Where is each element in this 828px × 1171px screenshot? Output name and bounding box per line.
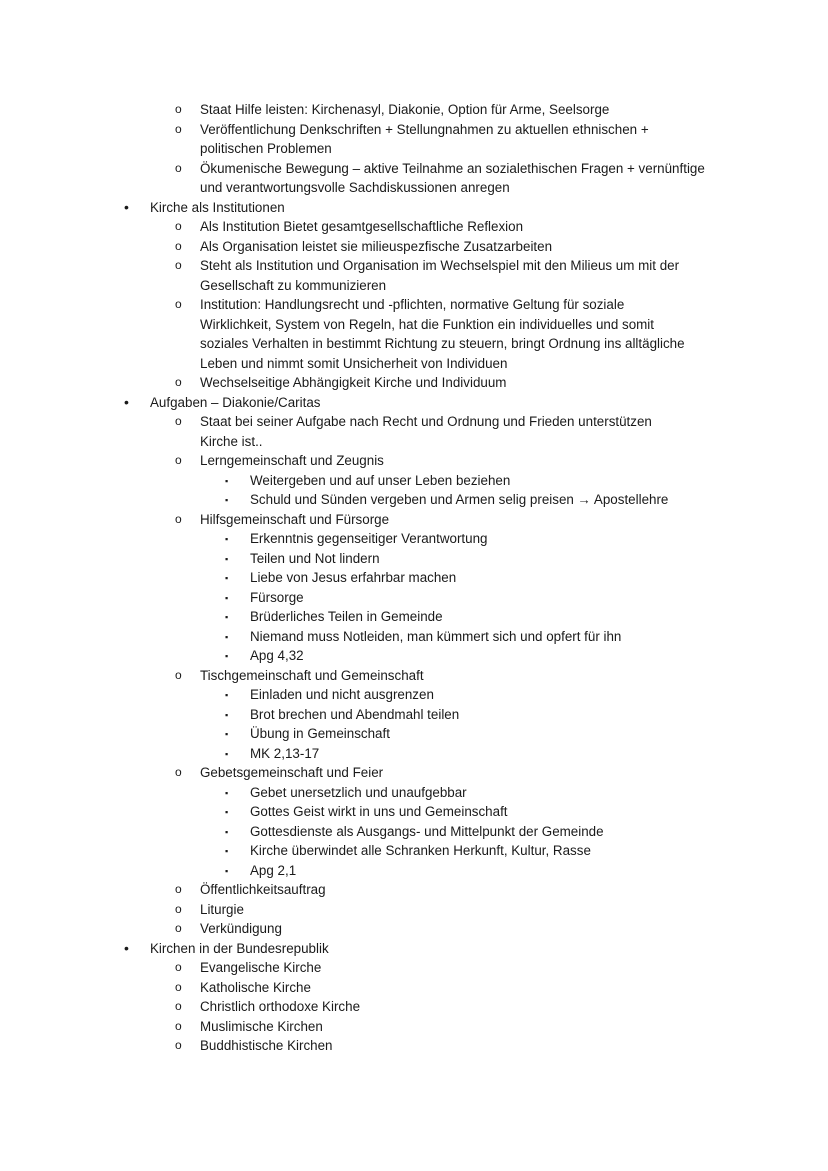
list-item: o Staat Hilfe leisten: Kirchenasyl, Diakonie, Option für Arme, Seelsorge [0, 100, 828, 120]
list-item-continuation: soziales Verhalten in bestimmt Richtung zu steuern, bringt Ordnung ins alltägliche [200, 336, 685, 351]
list-item: o Christlich orthodoxe Kirche [0, 997, 828, 1017]
list-item: o Staat bei seiner Aufgabe nach Recht und Ordnung und Frieden unterstützen [0, 412, 828, 432]
circle-bullet-icon: o [175, 999, 182, 1013]
list-item: o Muslimische Kirchen [0, 1017, 828, 1037]
square-bullet-icon: ▪ [225, 807, 229, 817]
circle-bullet-icon: o [175, 882, 182, 896]
sub-list-item: ▪ Gottes Geist wirkt in uns und Gemeinschaft [0, 802, 828, 822]
square-bullet-icon: ▪ [225, 709, 229, 720]
list-item: o Ökumenische Bewegung – aktive Teilnahme an sozialethischen Fragen + vernünftige [0, 159, 828, 179]
sub-list-item: ▪ Gottesdienste als Ausgangs- und Mittelpunkt der Gemeinde [0, 822, 828, 842]
square-bullet-icon: ▪ [225, 690, 229, 700]
list-item: o Evangelische Kirche [0, 958, 828, 978]
circle-bullet-icon: o [175, 414, 182, 428]
list-item-continuation: politischen Problemen [200, 141, 332, 156]
sub-list-item: ▪ Fürsorge [0, 588, 828, 608]
list-item: o Steht als Institution und Organisation im Wechselspiel mit den Milieus um mit der [0, 256, 828, 276]
square-bullet-icon: ▪ [225, 729, 229, 739]
sub-list-item: ▪ Weitergeben und auf unser Leben beziehen [0, 471, 828, 491]
list-item: o Lerngemeinschaft und Zeugnis [0, 451, 828, 471]
sub-list-item: ▪ Brüderliches Teilen in Gemeinde [0, 607, 828, 627]
circle-bullet-icon: o [175, 921, 182, 935]
circle-bullet-icon: o [175, 511, 182, 526]
circle-bullet-icon: o [175, 102, 182, 116]
sub-list-item: ▪ Erkenntnis gegenseitiger Verantwortung [0, 529, 828, 549]
list-item-continuation: Kirche ist.. [200, 433, 263, 449]
circle-bullet-icon: o [175, 160, 182, 175]
bullet-icon: • [124, 198, 129, 215]
square-bullet-icon: ▪ [225, 631, 229, 642]
circle-bullet-icon: o [175, 121, 182, 136]
square-bullet-icon: ▪ [225, 553, 229, 564]
square-bullet-icon: ▪ [225, 651, 229, 661]
bullet-icon: • [124, 393, 129, 410]
circle-bullet-icon: o [175, 765, 182, 779]
circle-bullet-icon: o [175, 667, 182, 682]
square-bullet-icon: ▪ [225, 475, 229, 486]
list-item: o Buddhistische Kirchen [0, 1036, 828, 1056]
circle-bullet-icon: o [175, 453, 182, 467]
list-item-continuation: Wirklichkeit, System von Regeln, hat die Funktion ein individuelles und somit [200, 316, 655, 332]
square-bullet-icon: ▪ [225, 748, 229, 759]
square-bullet-icon: ▪ [225, 495, 229, 505]
sub-list-item: ▪ Apg 4,32 [0, 646, 828, 666]
sub-list-item: ▪ Schuld und Sünden vergeben und Armen selig preisen → Apostellehre [0, 490, 828, 510]
section-heading: • Kirche als Institutionen [0, 198, 828, 218]
square-bullet-icon: ▪ [225, 865, 229, 876]
square-bullet-icon: ▪ [225, 787, 229, 798]
sub-list-item: ▪ Kirche überwindet alle Schranken Herkunft, Kultur, Rasse [0, 841, 828, 861]
sub-list-item: ▪ Einladen und nicht ausgrenzen [0, 685, 828, 705]
circle-bullet-icon: o [175, 238, 182, 253]
list-item: o Verkündigung [0, 919, 828, 939]
list-item: o Hilfsgemeinschaft und Fürsorge [0, 510, 828, 530]
circle-bullet-icon: o [175, 1038, 182, 1052]
square-bullet-icon: ▪ [225, 534, 229, 544]
circle-bullet-icon: o [175, 219, 182, 233]
list-item: o Katholische Kirche [0, 978, 828, 998]
list-item: o Als Institution Bietet gesamtgesellschaftliche Reflexion [0, 217, 828, 237]
list-item: o Tischgemeinschaft und Gemeinschaft [0, 666, 828, 686]
circle-bullet-icon: o [175, 979, 182, 994]
document-page [0, 100, 828, 1056]
circle-bullet-icon: o [175, 901, 182, 916]
list-item: o Als Organisation leistet sie milieuspezfische Zusatzarbeiten [0, 237, 828, 257]
sub-list-item: ▪ Gebet unersetzlich und unaufgebbar [0, 783, 828, 803]
section-heading: • Kirchen in der Bundesrepublik [0, 939, 828, 959]
list-item: o Öffentlichkeitsauftrag [0, 880, 828, 900]
list-item-continuation: Gesellschaft zu kommunizieren [200, 277, 387, 293]
sub-list-item: ▪ Brot brechen und Abendmahl teilen [0, 705, 828, 725]
circle-bullet-icon: o [175, 960, 182, 974]
sub-list-item: ▪ Niemand muss Notleiden, man kümmert sich und opfert für ihn [0, 627, 828, 647]
circle-bullet-icon: o [175, 1018, 182, 1033]
section-heading: • Aufgaben – Diakonie/Caritas [0, 393, 828, 413]
square-bullet-icon: ▪ [225, 592, 229, 603]
square-bullet-icon: ▪ [225, 846, 229, 856]
list-item: o Veröffentlichung Denkschriften + Stellungnahmen zu aktuellen ethnischen + [0, 120, 828, 140]
circle-bullet-icon: o [175, 375, 182, 389]
circle-bullet-icon: o [175, 258, 182, 272]
square-bullet-icon: ▪ [225, 612, 229, 622]
sub-list-item: ▪ Apg 2,1 [0, 861, 828, 881]
sub-list-item: ▪ Teilen und Not lindern [0, 549, 828, 569]
square-bullet-icon: ▪ [225, 573, 229, 583]
circle-bullet-icon: o [175, 297, 182, 311]
list-item-continuation: und verantwortungsvolle Sachdiskussionen anregen [200, 180, 510, 195]
list-item-continuation: Leben und nimmt somit Unsicherheit von Individuen [200, 355, 508, 371]
list-item: o Wechselseitige Abhängigkeit Kirche und Individuum [0, 373, 828, 393]
sub-list-item: ▪ Übung in Gemeinschaft [0, 724, 828, 744]
bullet-icon: • [124, 939, 129, 956]
list-item: o Gebetsgemeinschaft und Feier [0, 763, 828, 783]
square-bullet-icon: ▪ [225, 826, 229, 837]
sub-list-item: ▪ Liebe von Jesus erfahrbar machen [0, 568, 828, 588]
list-item: o Liturgie [0, 900, 828, 920]
list-item: o Institution: Handlungsrecht und -pflichten, normative Geltung für soziale [0, 295, 828, 315]
sub-list-item: ▪ MK 2,13-17 [0, 744, 828, 764]
